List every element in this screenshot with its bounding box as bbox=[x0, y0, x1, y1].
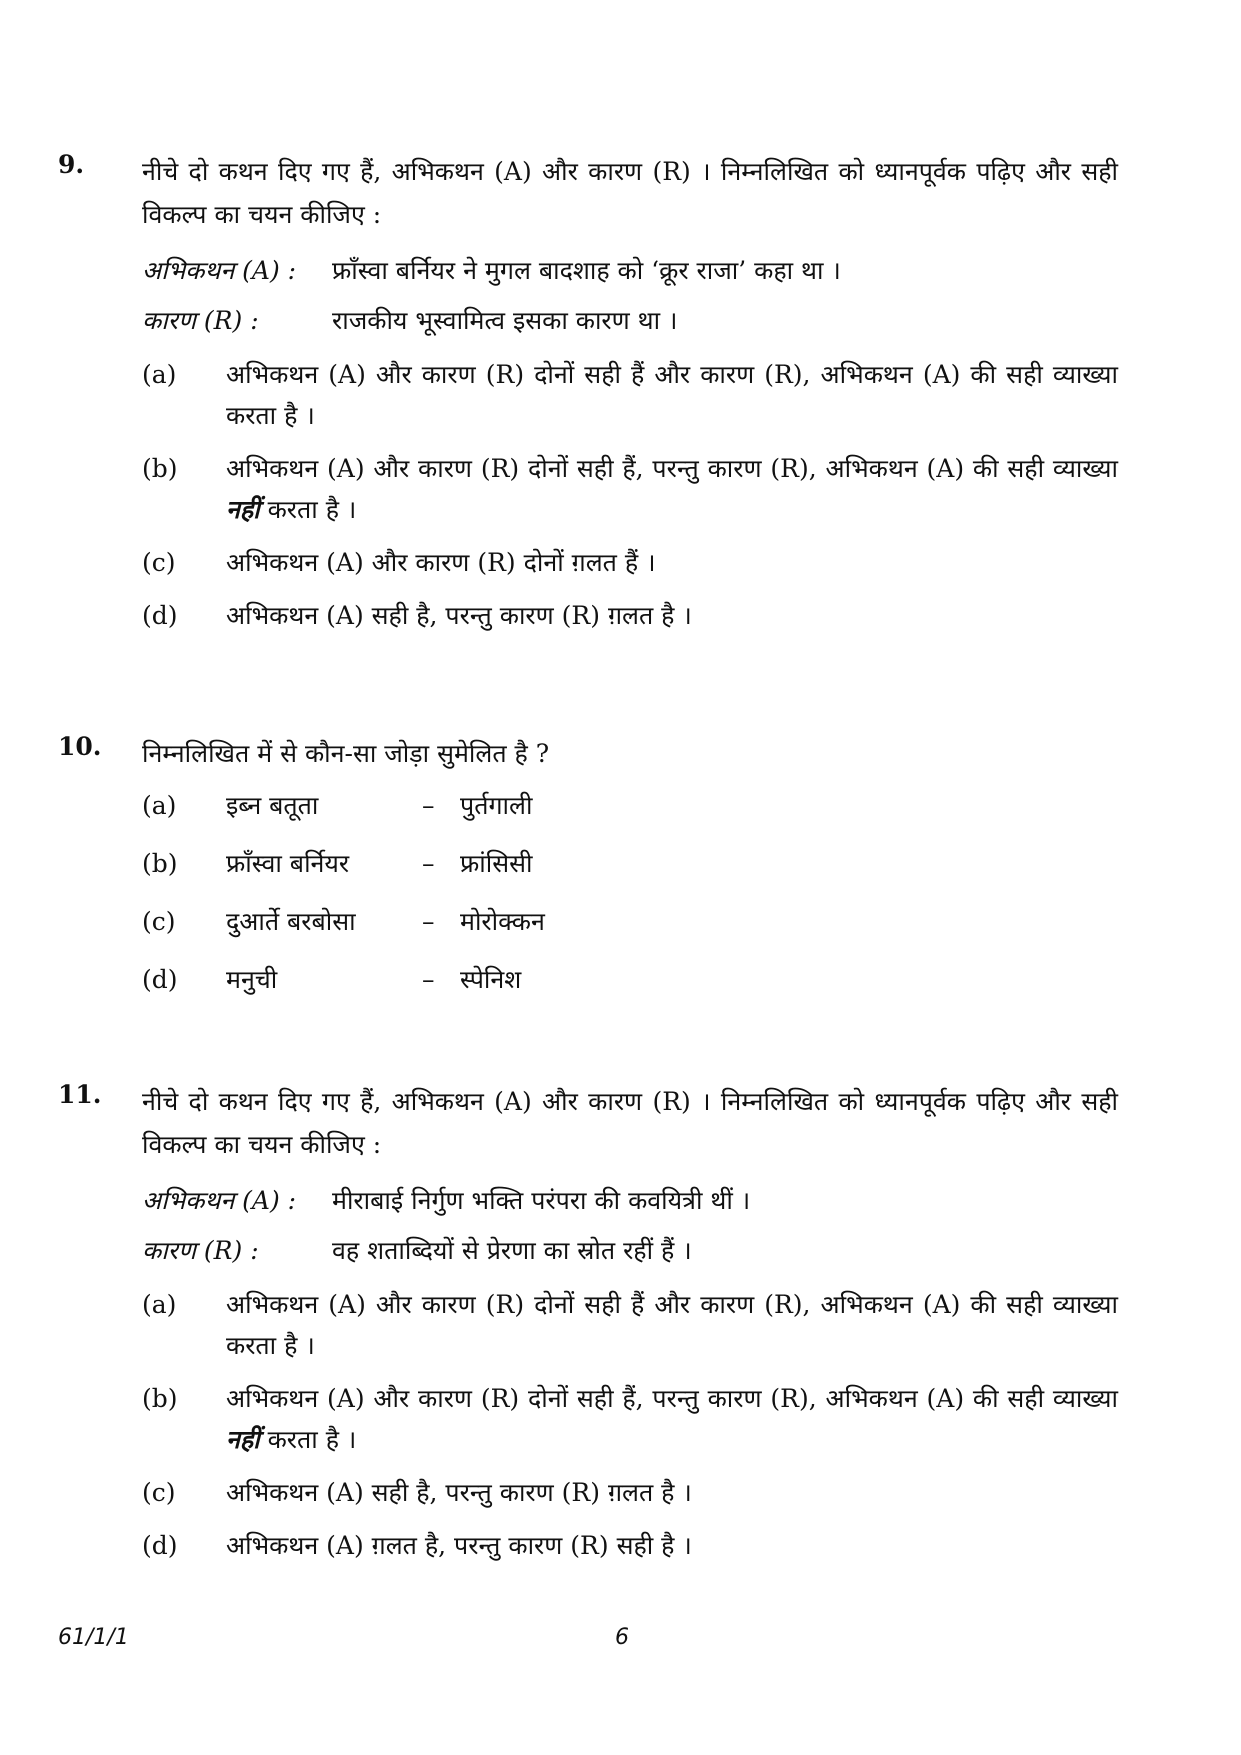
match-right: स्पेनिश bbox=[460, 965, 522, 994]
question-10 bbox=[58, 732, 1118, 995]
match-left: मनुची bbox=[226, 965, 278, 994]
option-text: अभिकथन (A) सही है, परन्तु कारण (R) ग़लत है । bbox=[226, 1478, 692, 1507]
reason-label: कारण (R) : bbox=[142, 306, 259, 335]
question-text: नीचे दो कथन दिए गए हैं, अभिकथन (A) और कारण (R) । निम्नलिखित को ध्यानपूर्वक पढ़िए और सही विकल्प का चयन कीजिए : bbox=[142, 1087, 1118, 1159]
match-dash: – bbox=[422, 907, 435, 936]
option-a[interactable] bbox=[142, 354, 1118, 436]
assertion-text: फ्राँस्वा बर्नियर ने मुगल बादशाह को ‘क्रूर राजा’ कहा था । bbox=[332, 256, 841, 285]
option-key: (b) bbox=[142, 1384, 178, 1413]
match-right: मोरोक्कन bbox=[460, 907, 545, 936]
match-dash: – bbox=[422, 965, 435, 994]
option-key: (c) bbox=[142, 548, 176, 577]
option-text-end: करता है । bbox=[267, 495, 357, 524]
reason bbox=[142, 1236, 1118, 1266]
option-text: अभिकथन (A) और कारण (R) दोनों ग़लत हैं । bbox=[226, 548, 656, 577]
assertion-label: अभिकथन (A) : bbox=[142, 1186, 297, 1215]
match-left: दुआर्ते बरबोसा bbox=[226, 907, 356, 936]
option-text: अभिकथन (A) और कारण (R) दोनों सही हैं और कारण (R), अभिकथन (A) की सही व्याख्या करता है । bbox=[226, 360, 1118, 430]
option-text: अभिकथन (A) और कारण (R) दोनों सही हैं, परन्तु कारण (R), अभिकथन (A) की सही व्याख्या bbox=[226, 454, 1118, 483]
option-text: अभिकथन (A) और कारण (R) दोनों सही हैं, परन्तु कारण (R), अभिकथन (A) की सही व्याख्या bbox=[226, 1384, 1118, 1413]
reason-label: कारण (R) : bbox=[142, 1236, 259, 1265]
option-text: अभिकथन (A) और कारण (R) दोनों सही हैं और कारण (R), अभिकथन (A) की सही व्याख्या करता है । bbox=[226, 1290, 1118, 1360]
option-c[interactable] bbox=[142, 1472, 1118, 1513]
option-emphasis: नहीं bbox=[226, 495, 260, 524]
reason-text: राजकीय भूस्वामित्व इसका कारण था । bbox=[332, 306, 678, 335]
match-dash: – bbox=[422, 791, 435, 820]
option-d[interactable] bbox=[142, 1525, 1118, 1566]
option-key: (c) bbox=[142, 907, 176, 936]
question-text: नीचे दो कथन दिए गए हैं, अभिकथन (A) और कारण (R) । निम्नलिखित को ध्यानपूर्वक पढ़िए और सही विकल्प का चयन कीजिए : bbox=[142, 157, 1118, 229]
question-9 bbox=[58, 150, 1118, 636]
option-key: (d) bbox=[142, 1531, 178, 1560]
option-key: (a) bbox=[142, 1290, 177, 1319]
question-number: 11. bbox=[58, 1080, 102, 1109]
option-c[interactable] bbox=[142, 542, 1118, 583]
option-key: (b) bbox=[142, 849, 178, 878]
option-text: अभिकथन (A) सही है, परन्तु कारण (R) ग़लत है । bbox=[226, 601, 692, 630]
option-d[interactable] bbox=[142, 965, 1118, 995]
page-number: 6 bbox=[615, 1625, 629, 1650]
match-left: फ्राँस्वा बर्नियर bbox=[226, 849, 350, 878]
option-key: (d) bbox=[142, 965, 178, 994]
option-key: (c) bbox=[142, 1478, 176, 1507]
match-left: इब्न बतूता bbox=[226, 791, 319, 820]
assertion bbox=[142, 256, 1118, 286]
option-key: (b) bbox=[142, 454, 178, 483]
question-number: 9. bbox=[58, 150, 85, 179]
option-b[interactable] bbox=[142, 849, 1118, 879]
option-key: (a) bbox=[142, 360, 177, 389]
option-c[interactable] bbox=[142, 907, 1118, 937]
option-key: (d) bbox=[142, 601, 178, 630]
reason-text: वह शताब्दियों से प्रेरणा का स्रोत रहीं हैं । bbox=[332, 1236, 692, 1265]
paper-code: 61/1/1 bbox=[58, 1625, 129, 1650]
option-emphasis: नहीं bbox=[226, 1425, 260, 1454]
question-text: निम्नलिखित में से कौन-सा जोड़ा सुमेलित है ? bbox=[142, 739, 550, 768]
option-a[interactable] bbox=[142, 791, 1118, 821]
reason bbox=[142, 306, 1118, 336]
option-b[interactable] bbox=[142, 448, 1118, 530]
match-right: पुर्तगाली bbox=[460, 791, 533, 820]
assertion bbox=[142, 1186, 1118, 1216]
match-dash: – bbox=[422, 849, 435, 878]
assertion-label: अभिकथन (A) : bbox=[142, 256, 297, 285]
option-text-end: करता है । bbox=[267, 1425, 357, 1454]
option-a[interactable] bbox=[142, 1284, 1118, 1366]
assertion-text: मीराबाई निर्गुण भक्ति परंपरा की कवयित्री थीं । bbox=[332, 1186, 751, 1215]
option-b[interactable] bbox=[142, 1378, 1118, 1460]
question-11 bbox=[58, 1080, 1118, 1566]
option-d[interactable] bbox=[142, 595, 1118, 636]
question-number: 10. bbox=[58, 732, 102, 761]
option-key: (a) bbox=[142, 791, 177, 820]
option-text: अभिकथन (A) ग़लत है, परन्तु कारण (R) सही है । bbox=[226, 1531, 692, 1560]
match-right: फ्रांसिसी bbox=[460, 849, 533, 878]
